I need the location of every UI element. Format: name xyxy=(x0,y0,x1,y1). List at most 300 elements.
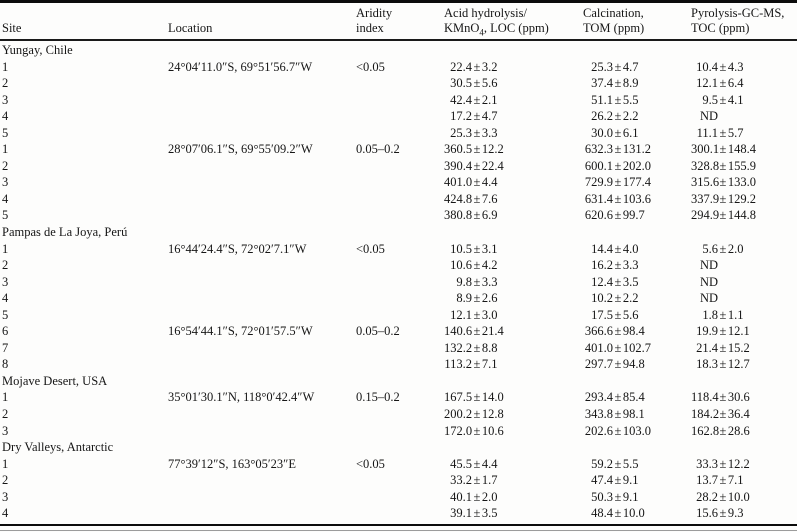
plus-minus-sign: ± xyxy=(719,92,727,107)
value-number: 12.4 xyxy=(591,274,613,289)
location-cell xyxy=(168,356,356,373)
col-header-acid-line2 xyxy=(444,21,583,36)
value-with-error xyxy=(583,75,691,92)
value-number: 14.4 xyxy=(591,241,613,256)
value-with-error xyxy=(691,174,797,191)
col-header-pyrolysis-line2: TOC (ppm) xyxy=(691,20,750,35)
value-error: 7.1 xyxy=(481,357,498,372)
value-error: 7.1 xyxy=(727,473,744,488)
plus-minus-sign: ± xyxy=(719,76,727,91)
col-header-aridity-index xyxy=(356,6,444,35)
tom-value-cell xyxy=(583,456,691,473)
value-error: 144.8 xyxy=(727,208,756,223)
value-number: 1.8 xyxy=(702,307,718,322)
value-error: 4.1 xyxy=(727,92,744,107)
table-row xyxy=(0,59,797,76)
location-cell xyxy=(168,125,356,142)
value-number: 33.3 xyxy=(696,456,718,471)
toc-value-cell xyxy=(691,108,797,125)
plus-minus-sign: ± xyxy=(473,274,481,289)
plus-minus-sign: ± xyxy=(719,489,727,504)
site-cell: 2 xyxy=(2,407,9,422)
col-header-calcination-line1: Calcination, xyxy=(583,6,644,20)
loc-value-cell xyxy=(444,141,583,158)
site-cell: 1 xyxy=(2,456,9,471)
value-with-error xyxy=(583,456,691,473)
site-cell: 2 xyxy=(2,76,9,91)
value-error: 4.4 xyxy=(481,175,498,190)
value-number: 26.2 xyxy=(591,109,613,124)
value-number: 337.9 xyxy=(691,191,720,206)
section-name: Mojave Desert, USA xyxy=(2,373,108,388)
tom-value-cell xyxy=(583,274,691,291)
plus-minus-sign: ± xyxy=(719,142,727,157)
table-row xyxy=(0,125,797,142)
value-with-error xyxy=(691,125,797,142)
value-error: 1.1 xyxy=(727,307,744,322)
tom-value-cell xyxy=(583,356,691,373)
table-bottom-rule xyxy=(0,524,797,527)
value-error: 202.0 xyxy=(622,158,651,173)
aridity-cell xyxy=(356,423,444,440)
value-number: 140.6 xyxy=(444,324,473,339)
value-error: 36.4 xyxy=(727,407,750,422)
plus-minus-sign: ± xyxy=(473,407,481,422)
value-with-error xyxy=(444,274,583,291)
toc-value-cell xyxy=(691,257,797,274)
aridity-cell xyxy=(356,75,444,92)
value-with-error xyxy=(691,290,797,307)
aridity-cell xyxy=(356,207,444,224)
plus-minus-sign: ± xyxy=(473,208,481,223)
value-with-error xyxy=(444,108,583,125)
plus-minus-sign: ± xyxy=(719,506,727,521)
value-with-error xyxy=(691,472,797,489)
value-with-error xyxy=(691,340,797,357)
table-row xyxy=(0,191,797,208)
table-row xyxy=(0,290,797,307)
location-cell xyxy=(168,423,356,440)
plus-minus-sign: ± xyxy=(473,59,481,74)
plus-minus-sign: ± xyxy=(473,506,481,521)
aridity-cell: 0.15–0.2 xyxy=(356,390,400,405)
site-cell: 4 xyxy=(2,109,9,124)
value-error: 6.9 xyxy=(481,208,498,223)
value-number: 12.1 xyxy=(696,76,718,91)
col-header-location-label: Location xyxy=(168,20,213,35)
plus-minus-sign: ± xyxy=(719,175,727,190)
col-header-pyrolysis-line1: Pyrolysis-GC-MS, xyxy=(691,6,785,20)
value-number: 16.2 xyxy=(591,258,613,273)
value-number: 343.8 xyxy=(584,407,613,422)
value-error: 15.2 xyxy=(727,340,750,355)
loc-value-cell xyxy=(444,340,583,357)
value-number: 9.5 xyxy=(702,92,718,107)
plus-minus-sign: ± xyxy=(473,158,481,173)
loc-value-cell xyxy=(444,307,583,324)
value-error: 155.9 xyxy=(727,158,756,173)
aridity-cell xyxy=(356,356,444,373)
plus-minus-sign: ± xyxy=(473,340,481,355)
toc-value-cell xyxy=(691,340,797,357)
site-cell: 1 xyxy=(2,241,9,256)
location-cell xyxy=(168,489,356,506)
value-number: 45.5 xyxy=(450,456,472,471)
loc-value-cell xyxy=(444,472,583,489)
toc-value-cell xyxy=(691,92,797,109)
plus-minus-sign: ± xyxy=(614,423,622,438)
loc-value-cell xyxy=(444,108,583,125)
value-with-error xyxy=(691,75,797,92)
value-error: 3.0 xyxy=(481,307,498,322)
location-cell xyxy=(168,472,356,489)
location-cell xyxy=(168,207,356,224)
loc-value-cell xyxy=(444,257,583,274)
plus-minus-sign: ± xyxy=(473,258,481,273)
value-error: 9.3 xyxy=(727,506,744,521)
aridity-cell xyxy=(356,307,444,324)
value-number: 401.0 xyxy=(444,175,473,190)
value-with-error xyxy=(691,323,797,340)
loc-value-cell xyxy=(444,207,583,224)
value-number: 25.3 xyxy=(591,59,613,74)
value-error: 3.5 xyxy=(481,506,498,521)
value-with-error xyxy=(583,158,691,175)
value-error: 3.3 xyxy=(622,258,639,273)
value-with-error xyxy=(444,207,583,224)
value-number: 366.6 xyxy=(584,324,613,339)
value-number: 631.4 xyxy=(584,191,613,206)
plus-minus-sign: ± xyxy=(473,241,481,256)
value-with-error xyxy=(444,141,583,158)
value-with-error xyxy=(444,489,583,506)
value-with-error xyxy=(444,191,583,208)
value-number: 28.2 xyxy=(696,489,718,504)
col-header-calcination-tom xyxy=(583,6,691,35)
site-cell: 3 xyxy=(2,423,9,438)
tom-value-cell xyxy=(583,257,691,274)
col-header-location xyxy=(168,21,356,36)
loc-value-cell xyxy=(444,274,583,291)
value-with-error xyxy=(444,505,583,522)
site-cell: 1 xyxy=(2,142,9,157)
loc-value-cell xyxy=(444,174,583,191)
plus-minus-sign: ± xyxy=(614,407,622,422)
plus-minus-sign: ± xyxy=(614,142,622,157)
table-row xyxy=(0,406,797,423)
toc-value-cell xyxy=(691,274,797,291)
value-with-error xyxy=(691,141,797,158)
col-header-aridity-line1: Aridity xyxy=(356,6,393,20)
location-cell xyxy=(168,174,356,191)
loc-value-cell xyxy=(444,505,583,522)
loc-value-cell xyxy=(444,241,583,258)
value-with-error xyxy=(583,423,691,440)
location-cell: 16°54′44.1″S, 72°01′57.5″W xyxy=(168,324,313,339)
value-with-error xyxy=(583,356,691,373)
location-cell xyxy=(168,75,356,92)
value-with-error xyxy=(583,274,691,291)
value-error: 102.7 xyxy=(622,340,651,355)
value-number: 202.6 xyxy=(584,423,613,438)
value-with-error xyxy=(444,174,583,191)
value-with-error xyxy=(444,423,583,440)
location-cell xyxy=(168,307,356,324)
site-cell: 5 xyxy=(2,307,9,322)
aridity-cell xyxy=(356,274,444,291)
plus-minus-sign: ± xyxy=(614,506,622,521)
value-with-error xyxy=(691,406,797,423)
value-with-error xyxy=(691,207,797,224)
value-with-error xyxy=(583,307,691,324)
value-error: 2.1 xyxy=(481,92,498,107)
value-number: 184.2 xyxy=(691,407,720,422)
table-row xyxy=(0,207,797,224)
location-cell: 16°44′24.4″S, 72°02′7.1″W xyxy=(168,241,307,256)
site-cell: 5 xyxy=(2,208,9,223)
location-cell: 24°04′11.0″S, 69°51′56.7″W xyxy=(168,59,313,74)
plus-minus-sign: ± xyxy=(614,258,622,273)
col-header-pyrolysis-toc xyxy=(691,6,797,35)
plus-minus-sign: ± xyxy=(719,357,727,372)
value-number: 42.4 xyxy=(450,92,472,107)
value-number: 10.4 xyxy=(696,59,718,74)
value-error: 2.0 xyxy=(727,241,744,256)
tom-value-cell xyxy=(583,323,691,340)
value-error: 6.1 xyxy=(622,125,639,140)
value-error: 103.6 xyxy=(622,191,651,206)
value-not-detected: ND xyxy=(699,274,718,289)
value-number: 9.8 xyxy=(456,274,472,289)
loc-value-cell xyxy=(444,59,583,76)
value-error: 3.3 xyxy=(481,125,498,140)
value-with-error xyxy=(583,92,691,109)
value-number: 300.1 xyxy=(691,142,720,157)
aridity-cell xyxy=(356,257,444,274)
value-with-error xyxy=(444,456,583,473)
toc-value-cell xyxy=(691,191,797,208)
value-number: 22.4 xyxy=(450,59,472,74)
value-error: 148.4 xyxy=(727,142,756,157)
table-row xyxy=(0,174,797,191)
value-number: 10.2 xyxy=(591,291,613,306)
scan-edge-line xyxy=(0,530,797,531)
loc-value-cell xyxy=(444,389,583,406)
tom-value-cell xyxy=(583,191,691,208)
aridity-cell xyxy=(356,92,444,109)
value-with-error xyxy=(691,505,797,522)
section-name: Pampas de La Joya, Perú xyxy=(2,225,128,240)
tom-value-cell xyxy=(583,340,691,357)
toc-value-cell xyxy=(691,389,797,406)
plus-minus-sign: ± xyxy=(719,324,727,339)
value-number: 293.4 xyxy=(584,390,613,405)
site-cell: 1 xyxy=(2,59,9,74)
table-row xyxy=(0,489,797,506)
value-error: 9.1 xyxy=(622,489,639,504)
value-with-error xyxy=(583,59,691,76)
plus-minus-sign: ± xyxy=(614,158,622,173)
kmno-formula: KMnO xyxy=(444,20,480,35)
value-error: 94.8 xyxy=(622,357,645,372)
value-with-error xyxy=(583,389,691,406)
aridity-cell xyxy=(356,125,444,142)
value-number: 167.5 xyxy=(444,390,473,405)
plus-minus-sign: ± xyxy=(614,489,622,504)
plus-minus-sign: ± xyxy=(719,307,727,322)
value-with-error xyxy=(583,207,691,224)
site-cell: 6 xyxy=(2,324,9,339)
value-error: 12.8 xyxy=(481,407,504,422)
value-error: 3.2 xyxy=(481,59,498,74)
value-error: 131.2 xyxy=(622,142,651,157)
aridity-cell xyxy=(356,290,444,307)
col-header-acid-line1: Acid hydrolysis/ xyxy=(444,6,527,20)
value-with-error xyxy=(583,505,691,522)
site-cell: 2 xyxy=(2,258,9,273)
site-cell: 7 xyxy=(2,340,9,355)
toc-value-cell xyxy=(691,472,797,489)
value-number: 50.3 xyxy=(591,489,613,504)
value-with-error xyxy=(691,92,797,109)
plus-minus-sign: ± xyxy=(719,423,727,438)
plus-minus-sign: ± xyxy=(614,340,622,355)
value-number: 620.6 xyxy=(584,208,613,223)
plus-minus-sign: ± xyxy=(719,407,727,422)
tom-value-cell xyxy=(583,174,691,191)
value-with-error xyxy=(583,290,691,307)
value-number: 297.7 xyxy=(584,357,613,372)
toc-value-cell xyxy=(691,423,797,440)
site-cell: 4 xyxy=(2,291,9,306)
aridity-cell xyxy=(356,191,444,208)
value-number: 328.8 xyxy=(691,158,720,173)
tom-value-cell xyxy=(583,290,691,307)
value-with-error xyxy=(691,158,797,175)
value-number: 21.4 xyxy=(696,340,718,355)
aridity-cell xyxy=(356,108,444,125)
value-error: 12.1 xyxy=(727,324,750,339)
value-error: 14.0 xyxy=(481,390,504,405)
value-error: 2.2 xyxy=(622,291,639,306)
value-number: 39.1 xyxy=(450,506,472,521)
section-name: Dry Valleys, Antarctic xyxy=(2,440,114,455)
value-error: 3.5 xyxy=(622,274,639,289)
aridity-cell xyxy=(356,472,444,489)
plus-minus-sign: ± xyxy=(614,76,622,91)
value-number: 11.1 xyxy=(696,125,718,140)
plus-minus-sign: ± xyxy=(473,489,481,504)
value-with-error xyxy=(691,423,797,440)
plus-minus-sign: ± xyxy=(473,390,481,405)
value-error: 1.7 xyxy=(481,473,498,488)
toc-value-cell xyxy=(691,141,797,158)
value-error: 2.0 xyxy=(481,489,498,504)
location-cell xyxy=(168,108,356,125)
loc-units: , LOC (ppm) xyxy=(483,20,549,35)
site-cell: 3 xyxy=(2,175,9,190)
value-number: 30.5 xyxy=(450,76,472,91)
table-row xyxy=(0,340,797,357)
aridity-cell: 0.05–0.2 xyxy=(356,324,400,339)
value-error: 2.2 xyxy=(622,109,639,124)
plus-minus-sign: ± xyxy=(719,241,727,256)
value-error: 4.0 xyxy=(622,241,639,256)
location-cell xyxy=(168,290,356,307)
tom-value-cell xyxy=(583,241,691,258)
section-row xyxy=(0,224,797,241)
plus-minus-sign: ± xyxy=(614,241,622,256)
value-error: 8.9 xyxy=(622,76,639,91)
value-with-error xyxy=(691,108,797,125)
tom-value-cell xyxy=(583,59,691,76)
loc-value-cell xyxy=(444,489,583,506)
value-number: 401.0 xyxy=(584,340,613,355)
value-number: 315.6 xyxy=(691,175,720,190)
tom-value-cell xyxy=(583,389,691,406)
plus-minus-sign: ± xyxy=(473,92,481,107)
value-with-error xyxy=(444,389,583,406)
plus-minus-sign: ± xyxy=(719,125,727,140)
value-with-error xyxy=(583,489,691,506)
value-error: 22.4 xyxy=(481,158,504,173)
value-with-error xyxy=(583,141,691,158)
tom-value-cell xyxy=(583,406,691,423)
plus-minus-sign: ± xyxy=(614,291,622,306)
value-error: 129.2 xyxy=(727,191,756,206)
value-with-error xyxy=(444,241,583,258)
plus-minus-sign: ± xyxy=(719,59,727,74)
plus-minus-sign: ± xyxy=(614,307,622,322)
plus-minus-sign: ± xyxy=(473,357,481,372)
value-number: 13.7 xyxy=(696,473,718,488)
location-cell xyxy=(168,505,356,522)
value-error: 5.5 xyxy=(622,456,639,471)
value-with-error xyxy=(691,456,797,473)
value-error: 21.4 xyxy=(481,324,504,339)
value-number: 200.2 xyxy=(444,407,473,422)
value-error: 12.2 xyxy=(727,456,750,471)
section-row xyxy=(0,42,797,59)
plus-minus-sign: ± xyxy=(473,291,481,306)
aridity-cell xyxy=(356,489,444,506)
value-error: 8.8 xyxy=(481,340,498,355)
value-error: 3.1 xyxy=(481,241,498,256)
value-error: 133.0 xyxy=(727,175,756,190)
value-with-error xyxy=(583,257,691,274)
value-number: 729.9 xyxy=(584,175,613,190)
value-with-error xyxy=(691,191,797,208)
toc-value-cell xyxy=(691,241,797,258)
value-with-error xyxy=(691,257,797,274)
header-separator-rule xyxy=(0,39,797,41)
table-row xyxy=(0,307,797,324)
toc-value-cell xyxy=(691,406,797,423)
plus-minus-sign: ± xyxy=(614,175,622,190)
tom-value-cell xyxy=(583,75,691,92)
plus-minus-sign: ± xyxy=(473,142,481,157)
value-number: 30.0 xyxy=(591,125,613,140)
plus-minus-sign: ± xyxy=(614,208,622,223)
plus-minus-sign: ± xyxy=(473,423,481,438)
toc-value-cell xyxy=(691,356,797,373)
aridity-cell: <0.05 xyxy=(356,456,385,471)
value-with-error xyxy=(444,59,583,76)
plus-minus-sign: ± xyxy=(614,456,622,471)
value-with-error xyxy=(444,406,583,423)
plus-minus-sign: ± xyxy=(719,208,727,223)
tom-value-cell xyxy=(583,92,691,109)
